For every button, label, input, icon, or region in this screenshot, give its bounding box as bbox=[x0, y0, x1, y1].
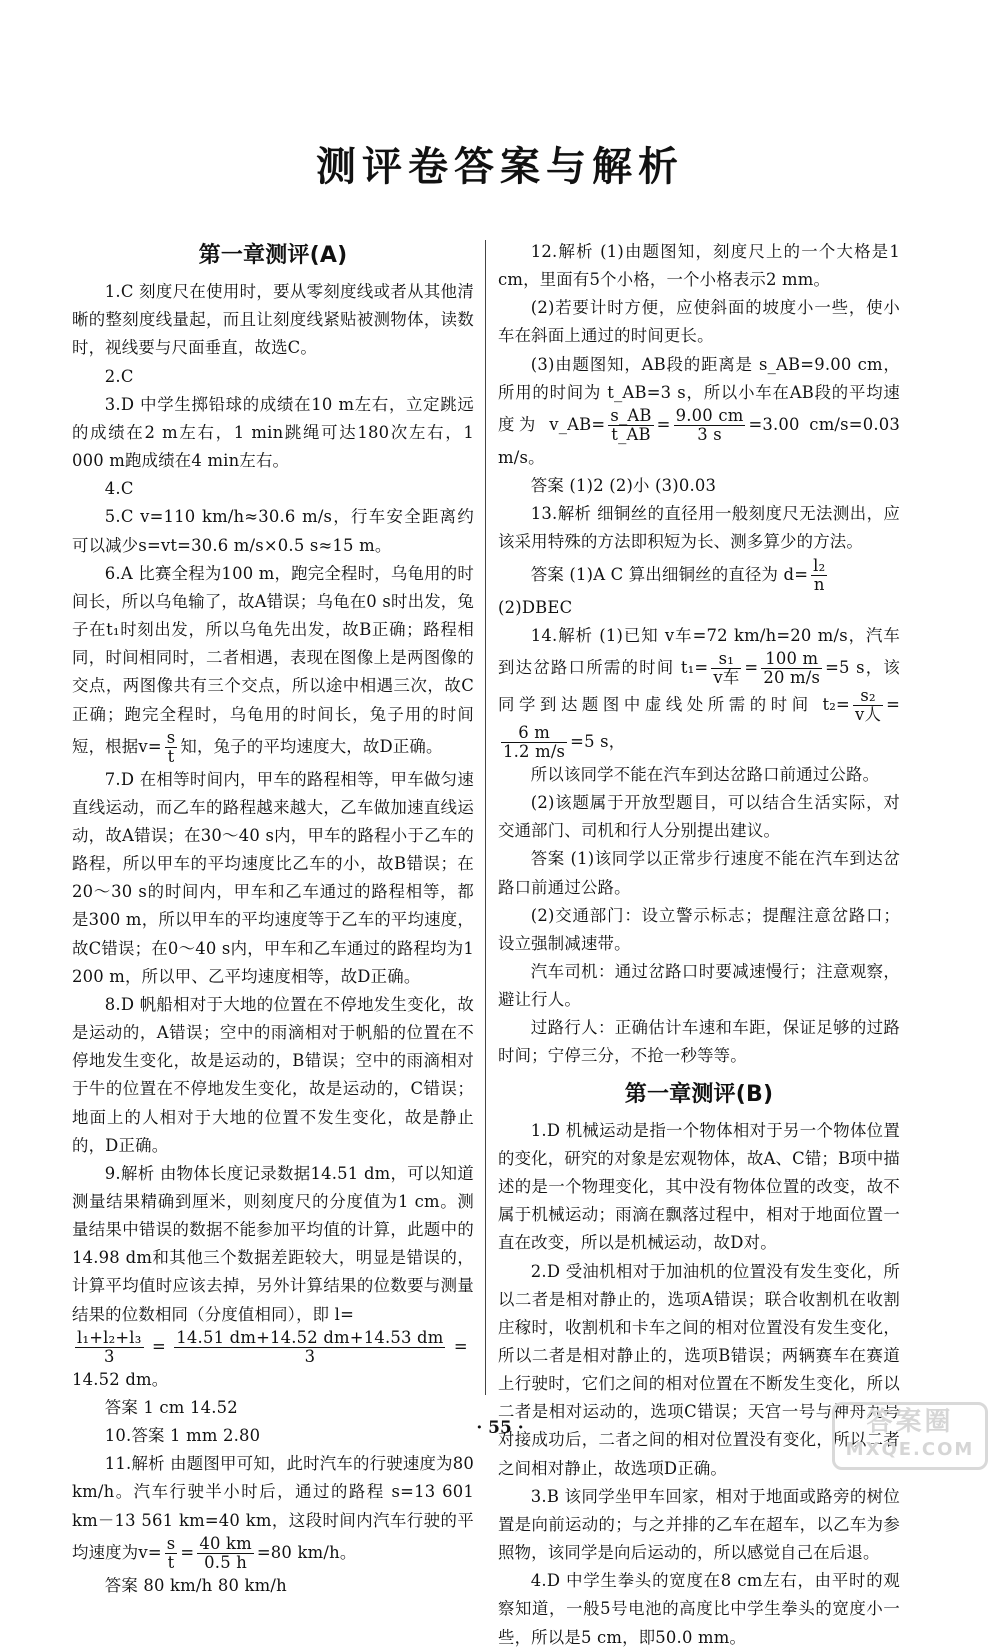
answer-3: 3.D 中学生掷铅球的成绩在10 m左右，立定跳远的成绩在2 m左右，1 min跳绳可达180次左右，1 000 m跑成绩在4 min左右。 bbox=[72, 394, 474, 471]
watermark-url: MXQE.COM bbox=[845, 1439, 975, 1460]
fraction-40km bbox=[197, 1535, 254, 1572]
answer-14-text: 14.解析 (1)已知 v车=72 km/h=20 m/s，汽车到达岔路口所需的时间 t₁= bbox=[498, 625, 900, 677]
answer-4: 4.C bbox=[104, 479, 134, 499]
answer-b-3: 3.B 该同学坐甲车回家，相对于地面或路旁的树位置是向前运动的；与之并排的乙车在超车，以乙车为参照物，该同学是向后运动的，所以感觉自己在后退。 bbox=[498, 1486, 900, 1563]
frac-den: 1.2 m/s bbox=[503, 741, 566, 761]
answer-11 bbox=[72, 1450, 474, 1571]
fraction-s-over-t bbox=[165, 1535, 178, 1572]
frac-num: s bbox=[166, 727, 176, 747]
frac-num: 14.51 dm+14.52 dm+14.53 dm bbox=[176, 1327, 444, 1347]
answer-9-equation bbox=[72, 1329, 474, 1366]
equals-sign: = bbox=[453, 1336, 468, 1356]
frac-num: s₂ bbox=[853, 687, 883, 706]
frac-den: 3 bbox=[103, 1346, 115, 1366]
frac-den: 3 s bbox=[697, 424, 722, 444]
answer-14-tail: =5 s， bbox=[570, 731, 626, 751]
frac-den: t bbox=[167, 1552, 175, 1572]
fraction-s-over-t bbox=[165, 729, 178, 766]
frac-den: n bbox=[813, 574, 825, 594]
frac-den: v车 bbox=[713, 667, 740, 687]
answer-13-key bbox=[498, 557, 900, 594]
answer-12-tail: =3.00 cm/s=0.03 m/s。 bbox=[498, 414, 900, 467]
frac-den: t bbox=[167, 746, 175, 766]
answer-b-2: 2.D 受油机相对于加油机的位置没有发生变化，所以二者是相对静止的，选项A错误；联合收割机在收割庄稼时，收割机和卡车之间的相对位置没有发生变化，所以二者是相对静止的，选项B错误；两辆赛车在赛道上行驶时，它们之间的相对位置在不断发生变化，所以二者是相对运动的，选项C错误；天宫一号与神舟九号对接成功后，二者之间的相对位置没有变化，所以二者之间相对静止，故选项D正确。 bbox=[498, 1261, 900, 1478]
watermark-text: 答案圈 bbox=[866, 1407, 954, 1437]
answer-10: 10.答案 1 mm 2.80 bbox=[104, 1426, 261, 1446]
fraction-l2-over-n bbox=[811, 557, 827, 594]
answer-11-key: 答案 80 km/h 80 km/h bbox=[104, 1575, 287, 1595]
frac-num: 40 km bbox=[199, 1533, 252, 1553]
frac-num: l₂ bbox=[813, 555, 826, 575]
fraction-6m bbox=[501, 724, 567, 761]
fraction-s1-over-v bbox=[711, 650, 741, 687]
frac-den: 0.5 h bbox=[204, 1552, 248, 1572]
answer-b-4: 4.D 中学生拳头的宽度在8 cm左右，由平时的观察知道，一般5号电池的高度比中学生拳头的宽度小一些，所以是5 cm，即50.0 mm。 bbox=[498, 1571, 900, 1647]
equals-sign: = bbox=[151, 1336, 166, 1356]
frac-den: v人 bbox=[855, 704, 882, 724]
answer-6 bbox=[72, 560, 474, 766]
answer-11-text: 11.解析 由题图甲可知，此时汽车的行驶速度为80 km/h。汽车行驶半小时后，通过的路程 s=13 601 km－13 561 km=40 km，这段时间内汽车行驶的平均速度为v= bbox=[72, 1454, 474, 1562]
frac-num: s_AB bbox=[610, 405, 652, 425]
frac-num: 100 m bbox=[761, 650, 822, 669]
section-heading-a: 第一章测评(A) bbox=[198, 243, 348, 268]
equals-sign: = bbox=[744, 657, 759, 677]
page-number: · 55 · bbox=[476, 1418, 524, 1438]
answer-12-text: (3)由题图知，AB段的距离是 s_AB=9.00 cm，所用的时间为 t_AB=3 s，所以小车在AB段的平均速度为 v_AB= bbox=[498, 354, 900, 434]
answer-14-key-3: 汽车司机：通过岔路口时要减速慢行；注意观察，避让行人。 bbox=[498, 961, 900, 1010]
frac-num: 9.00 cm bbox=[675, 405, 744, 425]
answer-5: 5.C v=110 km/h≈30.6 m/s，行车安全距离约可以减少s=vt=30.6 m/s×0.5 s≈15 m。 bbox=[72, 507, 474, 555]
answer-7: 7.D 在相等时间内，甲车的路程相等，甲车做匀速直线运动，而乙车的路程越来越大，乙车做加速直线运动，故A错误；在30～40 s内，甲车的路程小于乙车的路程，所以甲车的平均速度比乙车的小，故B错误；在20～30 s的时间内，甲车和乙车通过的路程相等，都是300 m，所以甲车的平均速度等于乙车的平均速度，故C错误；在0～40 s内，甲车和乙车通过的路程均为1 200 m，所以甲、乙平均速度相等，故D正确。 bbox=[72, 769, 474, 986]
answer-13-key-2: (2)DBEC bbox=[498, 597, 573, 617]
answer-11-tail: =80 km/h。 bbox=[256, 1542, 357, 1562]
answer-14-key-4: 过路行人：正确估计车速和车距，保证足够的过路时间；宁停三分，不抢一秒等等。 bbox=[498, 1018, 900, 1066]
answer-12-key: 答案 (1)2 (2)小 (3)0.03 bbox=[530, 476, 717, 496]
answer-6-text: 6.A 比赛全程为100 m，跑完全程时，乌龟用的时间长，所以乌龟输了，故A错误；乌龟在0 s时出发，兔子在t₁时刻出发，所以乌龟先出发，故B正确；路程相同，时间相同时，二者相遇，表现在图像上是两图像的交点，两图像共有三个交点，所以途中相遇三次，故C正确；跑完全程时，乌龟用的时间长，兔子用的时间短，根据v= bbox=[72, 563, 474, 756]
answer-8: 8.D 帆船相对于大地的位置在不停地发生变化，故是运动的，A错误；空中的雨滴相对于帆船的位置在不停地发生变化，故是运动的，B错误；空中的雨滴相对于牛的位置在不停地发生变化，故是运动的，C错误；地面上的人相对于大地的位置不发生变化，故是静止的，D正确。 bbox=[72, 994, 474, 1155]
column-divider bbox=[485, 240, 486, 1395]
frac-num: s bbox=[166, 1533, 176, 1553]
frac-den: 3 bbox=[304, 1346, 316, 1366]
answer-1: 1.C 刻度尺在使用时，要从零刻度线或者从其他清晰的整刻度线量起，而且让刻度线紧贴被测物体，读数时，视线要与尺面垂直，故选C。 bbox=[72, 282, 474, 358]
equals-sign: = bbox=[180, 1542, 195, 1562]
fraction-100m bbox=[761, 650, 822, 687]
answer-14-key-2: (2)交通部门：设立警示标志；提醒注意岔路口；设立强制减速带。 bbox=[498, 905, 900, 953]
answer-12-part2: (2)若要计时方便，应使斜面的坡度小一些，使小车在斜面上通过的时间更长。 bbox=[498, 298, 900, 346]
answer-9-result: 14.52 dm。 bbox=[72, 1369, 169, 1389]
section-heading-b: 第一章测评(B) bbox=[624, 1081, 774, 1107]
left-column bbox=[72, 238, 474, 1600]
answer-b-1: 1.D 机械运动是指一个物体相对于另一个物体位置的变化，研究的对象是宏观物体，故A、C错；B项中描述的是一个物理变化，其中没有物体位置的改变，故不属于机械运动；雨滴在飘落过程中，相对于地面位置一直在改变，所以是机械运动，故D对。 bbox=[498, 1120, 901, 1253]
fraction-l-sum bbox=[75, 1329, 144, 1366]
equals-sign: = bbox=[656, 414, 671, 434]
frac-den: t_AB bbox=[611, 424, 651, 444]
frac-num: l₁+l₂+l₃ bbox=[77, 1327, 142, 1347]
answer-6-tail: 知，兔子的平均速度大，故D正确。 bbox=[180, 736, 443, 756]
watermark-logo bbox=[832, 1402, 988, 1470]
frac-den: 20 m/s bbox=[763, 667, 821, 687]
equals-sign: = bbox=[886, 694, 900, 714]
answer-9-key: 答案 1 cm 14.52 bbox=[104, 1397, 238, 1417]
answer-14 bbox=[498, 622, 900, 761]
answer-9: 9.解析 由物体长度记录数据14.51 dm，可以知道测量结果精确到厘米，则刻度尺的分度值为1 cm。测量结果中错误的数据不能参加平均值的计算，此题中的14.98 dm和其他三个数据差距较大，明显是错误的，计算平均值时应该去掉，另外计算结果的位数要与测量结果的位数相同（分度值相同），即 l= bbox=[72, 1163, 474, 1324]
answer-13-key-text: 答案 (1)A C 算出细铜丝的直径为 d= bbox=[530, 564, 809, 584]
answer-14-mid: =5 s，该同学到达题图中虚线处所需的时间 t₂= bbox=[498, 657, 901, 714]
answer-14-part2: 所以该同学不能在汽车到达岔路口前通过公路。 bbox=[530, 764, 880, 784]
page-title: 测评卷答案与解析 bbox=[316, 144, 684, 190]
answer-12-part3 bbox=[498, 351, 900, 472]
frac-num: 6 m bbox=[501, 724, 567, 743]
fraction-values bbox=[174, 1329, 445, 1366]
answer-2: 2.C bbox=[104, 366, 134, 386]
answer-13: 13.解析 细铜丝的直径用一般刻度尺无法测出，应该采用特殊的方法即积短为长、测多算少的方法。 bbox=[498, 504, 900, 552]
answer-14-part3: (2)该题属于开放型题目，可以结合生活实际，对交通部门、司机和行人分别提出建议。 bbox=[498, 793, 900, 841]
fraction-9cm bbox=[674, 407, 746, 444]
frac-num: s₁ bbox=[711, 650, 741, 669]
answer-14-key-1: 答案 (1)该同学以正常步行速度不能在汽车到达岔路口前通过公路。 bbox=[498, 849, 900, 897]
answer-12-part1: 12.解析 (1)由题图知，刻度尺上的一个大格是1 cm，里面有5个小格，一个小格表示2 mm。 bbox=[498, 242, 900, 290]
fraction-sab-over-tab bbox=[608, 407, 653, 444]
fraction-s2-over-v bbox=[853, 687, 883, 724]
